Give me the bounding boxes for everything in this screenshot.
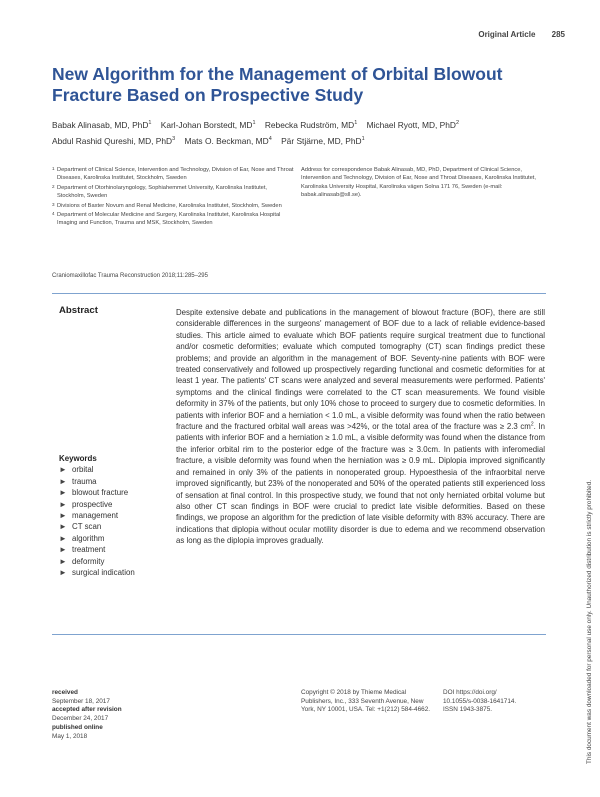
author: Mats O. Beckman, $MD^4$ — [184, 136, 272, 147]
bullet-arrow-icon: ► — [59, 522, 67, 532]
doi-line: DOI https://doi.org/ — [443, 689, 497, 696]
affiliation: 3 Divisions of Baxter Novum and Renal Medicine, Karolinska Institutet, Stockholm, Sweden — [52, 201, 282, 209]
received-label: received — [52, 689, 78, 696]
affiliation: 1 Department of Clinical Science, Intervention and Technology, Division of Ear, Nose and Throat Diseases, Karolinska Institutet, Stockholm, Sweden — [52, 166, 294, 182]
keyword: ► orbital — [59, 465, 94, 475]
bottom-divider — [52, 634, 546, 635]
author: Michael Ryott, MD, PhD$^2$ — [366, 119, 459, 130]
correspondence-address: Address for correspondence Babak Alinasab, MD, PhD, Department of Clinical Science, Intervention and Technology, Division of Ear, Nose and Throat Diseases, Karolinska Institutet, Karolinska University Hospital, Karolinska vägen Solna 171 76, Sweden (e-mail: babak.alinasab@sll.se). — [301, 167, 536, 199]
received-date: September 18, 2017 — [52, 697, 110, 705]
bullet-arrow-icon: ► — [59, 533, 67, 543]
keyword: ► treatment — [59, 545, 106, 555]
doi-link[interactable]: https://doi.org/ — [456, 689, 497, 696]
affiliation: 2 Department of Otorhinolaryngology, Sophiahemmet University, Karolinska Institutet, Stockholm, Sweden — [52, 183, 268, 200]
doi-id: 10.1055/s-0038-1641714. — [443, 697, 517, 705]
affiliation: 4 Department of Molecular Medicine and Surgery, Karolinska Institutet, Karolinska Hospital Imaging and Function, Trauma and MSK, Stockholm, Sweden — [52, 211, 281, 227]
download-notice: This document was downloaded for personal use only. Unauthorized distribution is strictly prohibited. — [586, 479, 593, 764]
author: Pär Stjärne, MD, PhD$^1$ — [281, 136, 365, 147]
top-divider — [52, 293, 546, 294]
page-number: 285 — [551, 30, 565, 39]
copyright-notice: Copyright © 2018 by Thieme Medical Publishers, Inc., 333 Seventh Avenue, New York, NY 10001, USA. Tel: +1(212) 584-4662. — [301, 689, 431, 714]
keyword: ► algorithm — [59, 533, 105, 543]
publication-dates — [52, 689, 162, 741]
keyword: ► management — [59, 511, 119, 521]
section-label: Original Article — [478, 30, 536, 39]
bullet-arrow-icon: ► — [59, 568, 67, 578]
bullet-arrow-icon: ► — [59, 476, 67, 486]
keyword: ► deformity — [59, 556, 105, 566]
bullet-arrow-icon: ► — [59, 499, 67, 509]
keyword: ► blowout fracture — [59, 488, 129, 498]
author: Abdul Rashid Qureshi, MD, PhD$^3$ — [52, 136, 176, 147]
keywords-box — [59, 453, 135, 578]
article-title: New Algorithm for the Management of Orbital Blowout Fracture Based on Prospective Study — [52, 64, 503, 105]
affiliations — [52, 166, 294, 229]
author: Rebecka Rudström, $MD^1$ — [264, 119, 358, 130]
keyword: ► surgical indication — [59, 568, 135, 578]
running-head — [478, 30, 565, 39]
author-list — [52, 116, 552, 149]
accepted-date: December 24, 2017 — [52, 715, 109, 723]
keyword: ► trauma — [59, 476, 97, 486]
accepted-label: accepted after revision — [52, 706, 122, 714]
abstract-text: Despite extensive debate and publications in the management of blowout fracture (BOF), there are still considerable differences in the surgeons' management of BOF due to a lack of reliable evidence-based studies. This article aimed to evaluate which BOF patients require surgical treatment due to functional and/or cosmetic deformities; evaluate which computed tomography (CT) scan findings predict these problems; and provide an algorithm in the management of BOF. Seventy-nine patients with BOF were treated conservatively and followed up prospectively regarding functional and cosmetic deformities for at least 1 year. The patients' CT scans were analyzed and several measurements were performed. Patients' symptoms and the clinical findings were correlated to the CT scan measurements. We found visible deformity in 37% of the patients, but only 10% chose to proceed to surgery due to cosmetic deformities. In patients with inferior BOF and a herniation < 1.0 mL, a visible deformity was found when the ratio between fracture and the fractured orbital wall areas was >42%, or the total area of the fracture was ≥ 2.3 $cm^2$. In patients with inferior BOF and a herniation ≥ 1.0 mL, a visible deformity was found when the distance from the inferior orbital rim to the posterior edge of the fracture was ≥ 3.0cm. In patients with inferomedial fracture, a visible deformity was found when the herniation was ≥ 0.9 mL. Diplopia improved significantly and remained in only 3% of the patients in nonoperated group. Hypoesthesia of the infraorbital nerve improved significantly, but 23% of the nonoperated and 50% of the operated patients still experienced loss of sensation at final control. In this prospective study, we found that not only herniated orbital volume but also other CT scan findings in BOF were crucial to predict late visible deformities. Based on these findings, we propose an algorithm for the prediction of late visible deformity with 83% accuracy. There are indications that diplopia without ocular motility disorder is due to edema and we recommend observation as long as the diplopia improves gradually. — [176, 308, 545, 546]
published-date: May 1, 2018 — [52, 732, 88, 740]
bullet-arrow-icon: ► — [59, 465, 67, 475]
keyword: ► CT scan — [59, 522, 102, 532]
bullet-arrow-icon: ► — [59, 488, 67, 498]
bullet-arrow-icon: ► — [59, 511, 67, 521]
author: Karl-Johan Borstedt, $MD^1$ — [160, 119, 256, 130]
doi-block — [443, 689, 563, 715]
author: Babak Alinasab, MD, PhD$^1$ — [52, 119, 152, 130]
bullet-arrow-icon: ► — [59, 556, 67, 566]
abstract-heading: Abstract — [59, 305, 98, 316]
keywords-heading: Keywords — [59, 454, 97, 463]
journal-citation: Craniomaxillofac Trauma Reconstruction 2018;11:285–295 — [52, 273, 208, 279]
published-label: published online — [52, 723, 103, 731]
keyword: ► prospective — [59, 499, 113, 509]
issn: ISSN 1943-3875. — [443, 706, 493, 714]
bullet-arrow-icon: ► — [59, 545, 67, 555]
